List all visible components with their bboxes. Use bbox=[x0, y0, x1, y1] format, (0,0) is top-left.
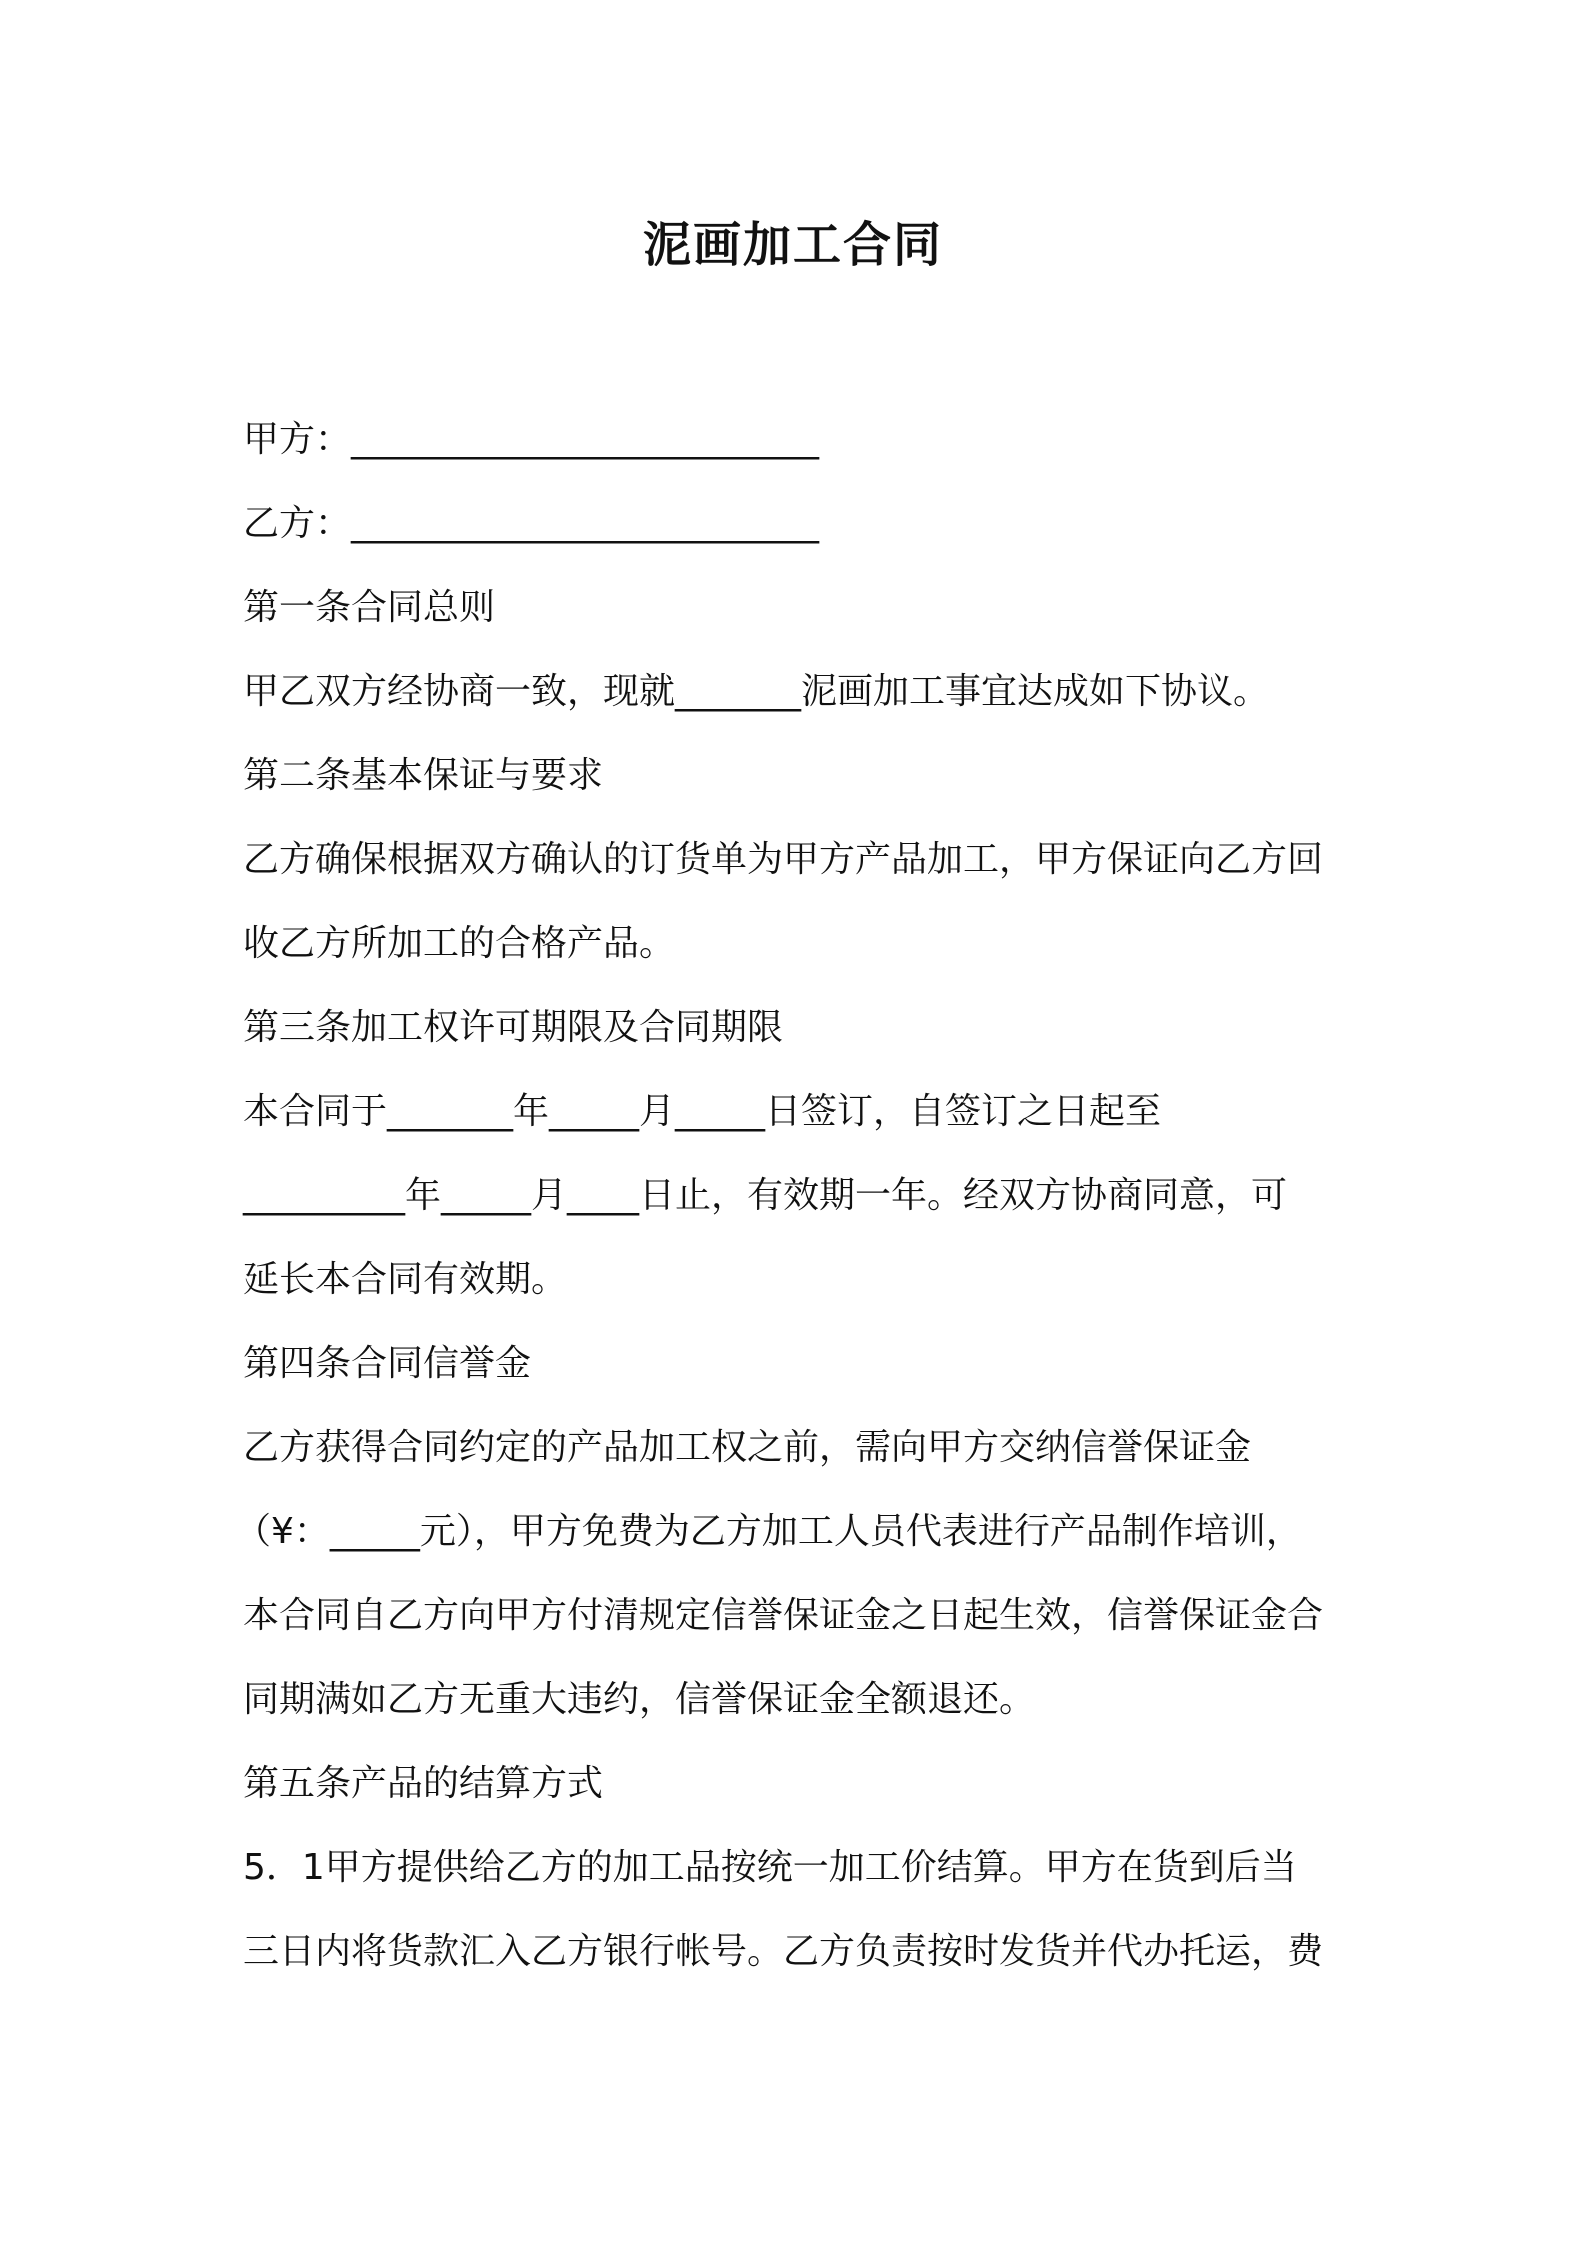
paragraph-line: 同期满如乙方无重大违约，信誉保证金全额退还。 bbox=[243, 1679, 1036, 1720]
document-title: 泥画加工合同 bbox=[642, 217, 943, 273]
paragraph-line: 甲乙双方经协商一致，现就_______泥画加工事宜达成如下协议。 bbox=[243, 671, 1270, 712]
paragraph-line: 本合同自乙方向甲方付清规定信誉保证金之日起生效，信誉保证金合 bbox=[243, 1595, 1324, 1636]
section-heading-5: 第五条产品的结算方式 bbox=[243, 1763, 604, 1804]
paragraph-line: 乙方获得合同约定的产品加工权之前，需向甲方交纳信誉保证金 bbox=[243, 1427, 1252, 1468]
party-b-line: 乙方：__________________________ bbox=[243, 503, 820, 544]
paragraph-line: 乙方确保根据双方确认的订货单为甲方产品加工，甲方保证向乙方回 bbox=[243, 839, 1324, 880]
paragraph-line: 本合同于_______年_____月_____日签订，自签订之日起至 bbox=[243, 1091, 1162, 1132]
paragraph-line: 5．1甲方提供给乙方的加工品按统一加工价结算。甲方在货到后当 bbox=[243, 1847, 1297, 1888]
section-heading-4: 第四条合同信誉金 bbox=[243, 1343, 532, 1384]
paragraph-line: 延长本合同有效期。 bbox=[243, 1259, 568, 1300]
section-heading-3: 第三条加工权许可期限及合同期限 bbox=[243, 1007, 784, 1048]
party-a-line: 甲方：__________________________ bbox=[243, 419, 820, 460]
section-heading-1: 第一条合同总则 bbox=[243, 587, 496, 628]
paragraph-line: _________年_____月____日止，有效期一年。经双方协商同意，可 bbox=[243, 1175, 1288, 1216]
section-heading-2: 第二条基本保证与要求 bbox=[243, 755, 604, 796]
paragraph-line: 三日内将货款汇入乙方银行帐号。乙方负责按时发货并代办托运，费 bbox=[243, 1931, 1324, 1972]
paragraph-line: 收乙方所加工的合格产品。 bbox=[243, 923, 676, 964]
paragraph-line: （¥：_____元），甲方免费为乙方加工人员代表进行产品制作培训， bbox=[235, 1511, 1302, 1552]
